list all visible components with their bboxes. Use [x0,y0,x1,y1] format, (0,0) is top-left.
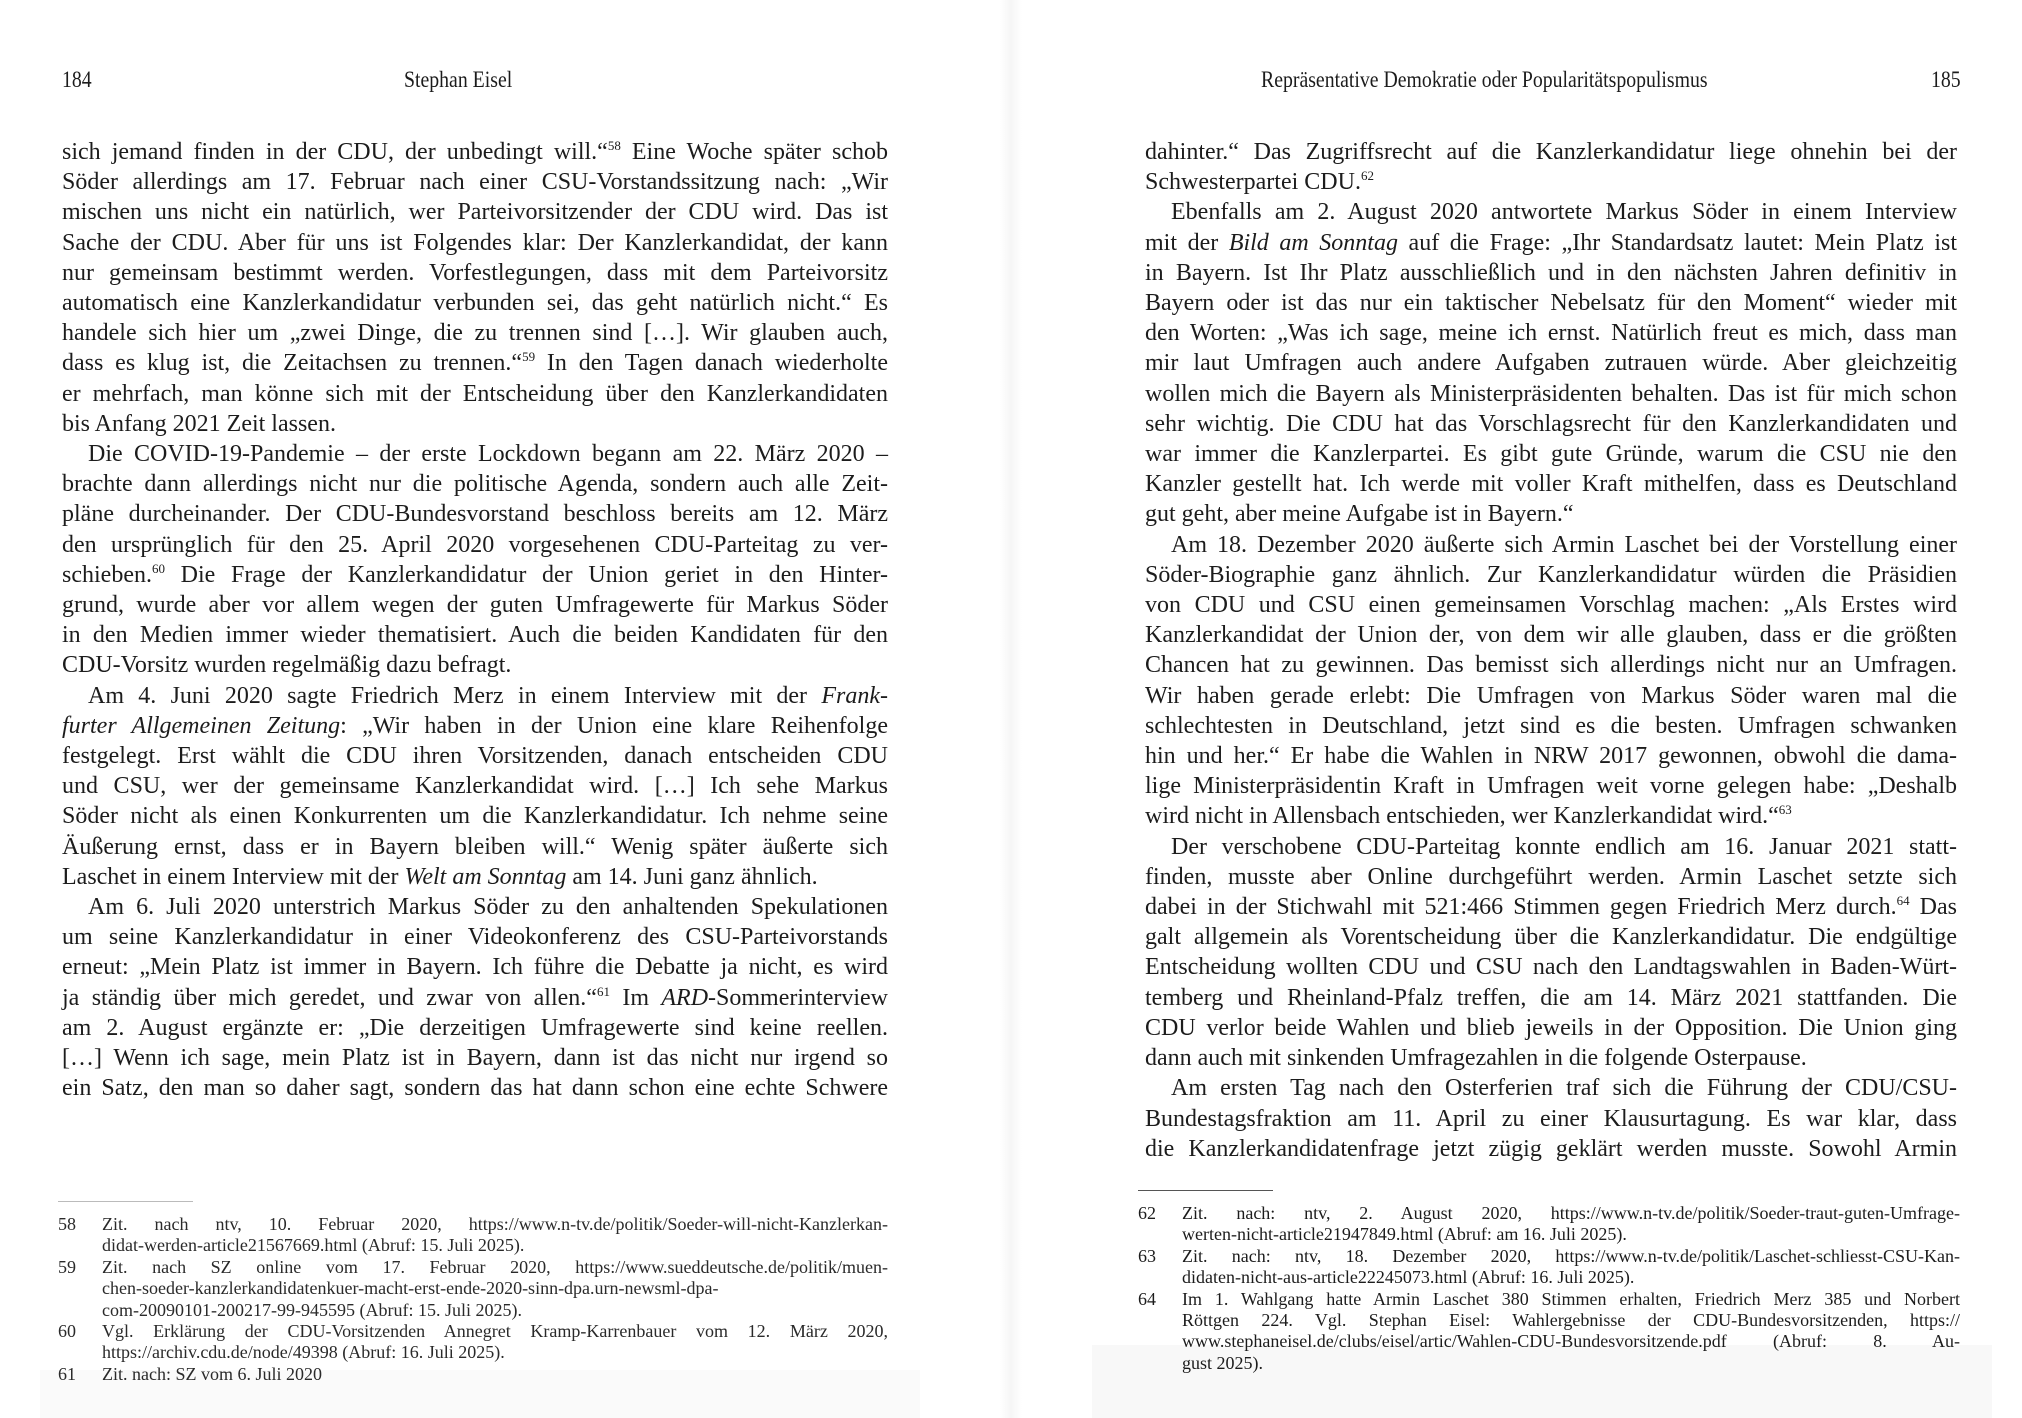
text-line: von CDU und CSU einen gemeinsamen Vorschlag machen: „Als Erstes wird [1145,592,1957,619]
text-line: Bayern oder ist das nur ein taktischer Nebelsatz für den Moment“ wieder mit [1145,290,1957,317]
italic-title: Frank- [821,682,888,709]
footnote [1138,1289,1960,1375]
text-line: furter Allgemeinen Zeitung: „Wir haben in der Union eine klare Reihenfolge [62,712,888,739]
footnote-text [1182,1289,1960,1375]
footnote-reference[interactable]: 61 [596,983,610,999]
text-line: ein Satz, den man so daher sagt, sondern das hat dann schon eine echte Schwere [62,1075,888,1102]
text-line: didat-werden-article21567669.html (Abruf: 15. Juli 2025). [102,1235,525,1256]
footnote [1138,1203,1960,1246]
text-line: festgelegt. Erst wählt die CDU ihren Vorsitzenden, danach entscheiden CDU [62,743,888,770]
text-line: www.stephaneisel.de/clubs/eisel/artic/Wahlen-CDU-Bundesvorsitzende.pdf (Abruf: 8. Au- [1182,1331,1960,1352]
text-line: dahinter.“ Das Zugriffsrecht auf die Kanzlerkandidatur liege ohnehin bei der [1145,139,1957,165]
text-line: sehr wichtig. Die CDU hat das Vorschlagsrecht für den Kanzlerkandidaten und [1145,410,1957,437]
text-line: Ebenfalls am 2. August 2020 antwortete Markus Söder in einem Interview [1171,199,1957,226]
footnote-number: 60 [58,1321,76,1342]
text-line: um seine Kanzlerkandidatur in einer Videokonferenz des CSU-Parteivorstands [62,924,888,951]
text-line: Chancen hat zu gewinnen. Das bemisst sich allerdings nicht nur an Umfragen. [1145,652,1957,679]
text-line: pläne durcheinander. Der CDU-Bundesvorstand beschloss bereits am 12. März [62,501,888,528]
text-line: und CSU, wer der gemeinsame Kanzlerkandidat wird. […] Ich sehe Markus [62,773,888,800]
footnote-number: 62 [1138,1203,1156,1223]
text-line: Am 6. Juli 2020 unterstrich Markus Söder zu den anhaltenden Spekulationen [88,894,888,921]
footnote-reference[interactable]: 58 [607,138,621,153]
text-line: in den Medien immer wieder thematisiert. Auch die beiden Kandidaten für den [62,622,888,649]
footnote-reference[interactable]: 59 [522,349,536,365]
text-line: Söder allerdings am 17. Februar nach einer CSU-Vorstandssitzung nach: „Wir [62,169,888,196]
footnote-number: 64 [1138,1288,1156,1309]
footnote-number: 63 [1138,1245,1156,1266]
text-line: didaten-nicht-aus-article22245073.html (Abruf: 16. Juli 2025). [1182,1267,1635,1288]
right-page [1011,0,2022,1418]
footnote-reference[interactable]: 62 [1360,168,1374,184]
text-line: Zit. nach: ntv, 18. Dezember 2020, https://www.n-tv.de/politik/Laschet-schliesst-CSU-Kan- [1182,1245,1960,1266]
footnote [1138,1246,1960,1289]
text-line: Der verschobene CDU-Parteitag konnte endlich am 16. Januar 2021 statt- [1171,833,1957,860]
text-line: hin und her.“ Er habe die Wahlen in NRW 2017 gewonnen, obwohl die dama- [1145,743,1957,770]
text-line: galt allgemein als Vorentscheidung über die Kanzlerkandidatur. Die endgültige [1145,924,1957,951]
text-line: Am 4. Juni 2020 sagte Friedrich Merz in einem Interview mit der Frank- [88,682,888,709]
text-line: mir laut Umfragen auch andere Aufgaben zutrauen würde. Aber gleichzeitig [1145,350,1957,377]
text-line: Zit. nach: SZ vom 6. Juli 2020 [102,1363,322,1384]
text-line: bis Anfang 2021 Zeit lassen. [62,410,336,437]
text-line: wird nicht in Allensbach entschieden, wer Kanzlerkandidat wird.“$^{63}$ [1145,802,1792,830]
text-line: Bundestagsfraktion am 11. April zu einer Klausurtagung. Es war klar, dass [1145,1105,1957,1132]
text-line: Vgl. Erklärung der CDU-Vorsitzenden Annegret Kramp-Karrenbauer vom 12. März 2020, [102,1321,888,1342]
text-line: Im 1. Wahlgang hatte Armin Laschet 380 Stimmen erhalten, Friedrich Merz 385 und Norbert [1182,1288,1960,1309]
paragraph [62,439,888,681]
footnote-text [102,1257,888,1321]
running-head-title: Repräsentative Demokratie oder Popularitätspopulismus [1261,67,1708,92]
text-line: CDU-Vorsitz wurden regelmäßig dazu befragt. [62,652,512,679]
text-line: dass es klug ist, die Zeitachsen zu trennen.“$^{59}$ In den Tagen danach wiederholte [62,349,889,377]
footnote-text [1182,1246,1960,1289]
footnote-number: 61 [58,1363,76,1384]
paragraph [62,137,888,439]
text-line: nur gemeinsam bestimmt werden. Vorfestlegungen, dass mit dem Parteivorsitz [62,259,888,286]
italic-title: Welt am Sonntag [404,863,567,890]
text-line: schieben.$^{60}$ Die Frage der Kanzlerkandidatur der Union geriet in den Hinter- [62,560,888,588]
footnote-reference[interactable]: 63 [1778,802,1792,818]
text-line: dann auch mit sinkenden Umfragezahlen in die folgende Osterpause. [1145,1045,1807,1072]
text-line: handele sich hier um „zwei Dinge, die zu trennen sind […]. Wir glauben auch, [62,320,888,347]
text-line: am 2. August ergänzte er: „Die derzeitigen Umfragewerte sind keine reellen. [62,1014,888,1041]
footnote-number: 58 [58,1214,76,1234]
text-line: gut geht, aber meine Aufgabe ist in Bayern.“ [1145,501,1574,528]
text-line: ja ständig über mich geredet, und zwar von allen.“$^{61}$ Im ARD-Sommerinterview [62,983,888,1011]
text-line: war immer die Kanzlerpartei. Es gibt gute Gründe, warum die CSU nie den [1145,441,1957,468]
text-line: Wir haben gerade erlebt: Die Umfragen von Markus Söder waren mal die [1145,682,1957,709]
paragraph [62,892,888,1103]
text-line: CDU verlor beide Wahlen und blieb jeweils in der Opposition. Die Union ging [1145,1014,1957,1041]
text-line: Die COVID-19-Pandemie – der erste Lockdown begann am 22. März 2020 – [88,441,888,468]
text-line: in Bayern. Ist Ihr Platz ausschließlich und in den nächsten Jahren definitiv in [1145,259,1957,286]
page-number: 184 [62,67,92,92]
italic-title: furter Allgemeinen Zeitung [62,712,341,739]
text-line: Entscheidung wollten CDU und CSU nach den Landtagswahlen in Baden-Würt- [1145,954,1957,981]
footnote-separator [58,1201,193,1202]
footnote-text [1182,1203,1960,1246]
footnote-number: 59 [58,1256,76,1277]
footnote [58,1321,888,1364]
text-line: er mehrfach, man könne sich mit der Entscheidung über den Kanzlerkandidaten [62,380,888,407]
footnote [58,1214,888,1257]
text-line: Zit. nach SZ online vom 17. Februar 2020, https://www.sueddeutsche.de/politik/muen- [102,1256,888,1277]
page-number: 185 [1931,67,1961,92]
italic-title: ARD [661,984,709,1011]
text-line: erneut: „Mein Platz ist immer in Bayern. Ich führe die Debatte ja nicht, es wird [62,954,888,981]
text-line: grund, wurde aber vor allem wegen der guten Umfragewerte für Markus Söder [62,592,888,619]
text-line: Äußerung ernst, dass er in Bayern bleiben will.“ Wenig später äußerte sich [62,833,888,860]
text-line: Söder-Biographie ganz ähnlich. Zur Kanzlerkandidatur würden die Präsidien [1145,561,1957,588]
paragraph [1145,1073,1957,1164]
text-line: https://archiv.cdu.de/node/49398 (Abruf: 16. Juli 2025). [102,1342,505,1363]
paragraph [1145,832,1957,1074]
text-line: schlechtesten in Deutschland, jetzt sind es die besten. Umfragen schwanken [1145,712,1957,739]
text-line: brachte dann allerdings nicht nur die politische Agenda, sondern auch alle Zeit- [62,471,888,498]
footnotes [58,1214,888,1385]
text-line: gust 2025). [1182,1352,1263,1373]
text-line: die Kanzlerkandidatenfrage jetzt zügig geklärt werden musste. Sowohl Armin [1145,1135,1957,1162]
text-line: sich jemand finden in der CDU, der unbedingt will.“$^{58}$ Eine Woche später schob [62,138,888,165]
text-line: Am 18. Dezember 2020 äußerte sich Armin Laschet bei der Vorstellung einer [1171,531,1957,558]
text-line: Schwesterpartei CDU.$^{62}$ [1145,168,1374,196]
footnote [58,1257,888,1321]
footnote [58,1364,888,1385]
footnote-reference[interactable]: 64 [1896,893,1910,909]
footnote-reference[interactable]: 60 [151,560,165,576]
footnote-separator [1138,1190,1273,1191]
body-text [1145,137,1957,1164]
text-line: werten-nicht-article21947849.html (Abruf: am 16. Juli 2025). [1182,1224,1627,1245]
text-line: […] Wenn ich sage, mein Platz ist in Bayern, dann ist das nicht nur irgend so [62,1045,888,1072]
running-head-author: Stephan Eisel [404,67,513,92]
italic-title: Bild am Sonntag [1228,229,1398,256]
text-line: Sache der CDU. Aber für uns ist Folgendes klar: Der Kanzlerkandidat, der kann [62,229,888,256]
footnote-text [102,1321,888,1364]
text-line: den Worten: „Was ich sage, meine ich ernst. Natürlich freut es mich, dass man [1145,320,1957,347]
paragraph [1145,137,1957,197]
paragraph [1145,530,1957,832]
text-line: Röttgen 224. Vgl. Stephan Eisel: Wahlergebnisse der CDU-Bundesvorsitzenden, https:// [1182,1310,1960,1331]
text-line: lige Ministerpräsidentin Kraft in Umfragen weit vorne gelegen habe: „Deshalb [1145,773,1957,800]
text-line: com-20090101-200217-99-945595 (Abruf: 15. Juli 2025). [102,1299,522,1320]
text-line: Zit. nach ntv, 10. Februar 2020, https://www.n-tv.de/politik/Soeder-will-nicht-Kanzlerkan- [102,1214,888,1234]
footnote-text [102,1364,888,1385]
footnote-text [102,1214,888,1257]
body-text [62,137,888,1104]
text-line: mit der Bild am Sonntag auf die Frage: „Ihr Standardsatz lautet: Mein Platz ist [1145,229,1958,256]
paragraph [1145,197,1957,529]
text-line: dabei in der Stichwahl mit 521:466 Stimmen gegen Friedrich Merz durch.$^{64}$ Das [1145,893,1957,921]
text-line: mischen uns nicht ein natürlich, wer Parteivorsitzender der CDU wird. Das ist [62,199,888,226]
text-line: Laschet in einem Interview mit der Welt am Sonntag am 14. Juni ganz ähnlich. [62,863,818,890]
text-line: den ursprünglich für den 25. April 2020 vorgesehenen CDU-Parteitag zu ver- [62,531,888,558]
text-line: finden, musste aber Online durchgeführt werden. Armin Laschet setzte sich [1145,863,1957,890]
text-line: Zit. nach: ntv, 2. August 2020, https://www.n-tv.de/politik/Soeder-traut-guten-Umfrage- [1182,1203,1960,1223]
paragraph [62,681,888,892]
text-line: Kanzler gestellt hat. Ich werde mit voller Kraft mithelfen, dass es Deutschland [1145,471,1957,498]
text-line: temberg und Rheinland-Pfalz treffen, die am 14. März 2021 stattfanden. Die [1145,984,1957,1011]
text-line: chen-soeder-kanzlerkandidatenkuer-macht-erst-ende-2020-sinn-dpa.urn-newsml-dpa- [102,1278,719,1299]
text-line: automatisch eine Kanzlerkandidatur verbunden sei, das geht natürlich nicht.“ Es [62,290,888,317]
text-line: Söder nicht als einen Konkurrenten um die Kanzlerkandidatur. Ich nehme seine [62,803,888,830]
text-line: Am ersten Tag nach den Osterferien traf sich die Führung der CDU/CSU- [1171,1075,1957,1102]
text-line: Kanzlerkandidat der Union der, von dem wir alle glauben, dass er die größten [1145,622,1957,649]
footnotes [1138,1203,1960,1374]
text-line: wollen mich die Bayern als Ministerpräsidenten behalten. Das ist für mich schon [1145,380,1957,407]
